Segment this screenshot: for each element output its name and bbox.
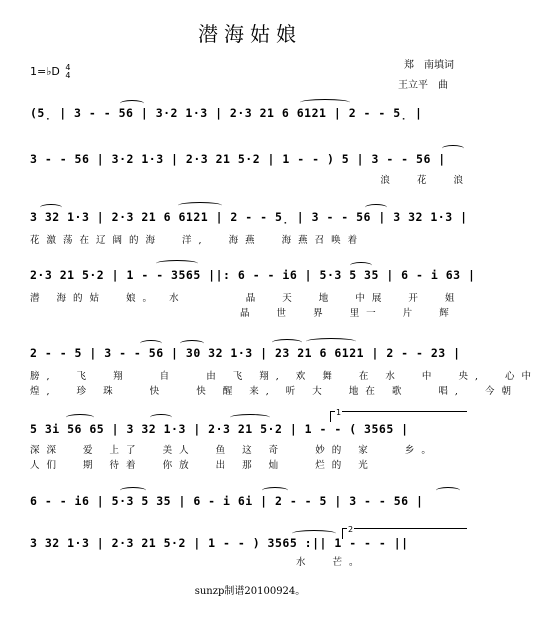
lyric-line-4a: 潜 海的姑 娘。 水 晶 天 地 中展 开 姐 xyxy=(30,293,462,304)
lyricist-credit: 郑 南填词 xyxy=(404,60,454,71)
notation-line-3: 3 32 1·3 | 2·3 21 6 6121 | 2 - - 5̣ | 3 - - 56 | 3 32 1·3 | xyxy=(30,210,468,224)
slur xyxy=(442,145,464,152)
lyric-line-6b: 人们 期 待着 你放 出 那 灿 烂的 光 xyxy=(30,460,375,471)
lyric-line-2: 浪 花 浪 xyxy=(380,175,470,186)
slur xyxy=(230,414,270,421)
key-signature xyxy=(30,64,70,80)
notation-line-6: 5 3i 56 65 | 3 32 1·3 | 2·3 21 5·2 | 1 - - ( 3565 | xyxy=(30,422,409,436)
notation-line-1: (5̣ | 3 - - 56 | 3·2 1·3 | 2·3 21 6 6121 | 2 - - 5̣ | xyxy=(30,106,423,120)
lyric-line-3: 花激荡在辽阔的海 洋, 海燕 海燕召唤着 xyxy=(30,235,365,246)
slur xyxy=(306,338,356,345)
notation-line-8: 3 32 1·3 | 2·3 21 5·2 | 1 - - ) 3565 :|| 1 - - - || xyxy=(30,536,409,550)
time-denominator: 4 xyxy=(65,71,71,80)
time-signature xyxy=(65,64,70,80)
first-ending-number: 1 xyxy=(336,408,342,417)
composer-credit: 王立平 曲 xyxy=(398,80,448,91)
slur xyxy=(262,487,288,494)
slur xyxy=(436,487,460,494)
lyric-line-4b: 晶 世 界 里一 片 辉 xyxy=(240,308,456,319)
notation-line-7: 6 - - i6 | 5·3 5 35 | 6 - i 6i | 2 - - 5 | 3 - - 56 | xyxy=(30,494,424,508)
song-title: 潜海姑娘 xyxy=(198,22,302,46)
slur xyxy=(300,99,350,106)
lyric-line-5b: 煌, 珍 珠 快 快 醒 来, 听 大 地在 歌 唱, 今朝 xyxy=(30,386,518,397)
notation-line-4: 2·3 21 5·2 | 1 - - 3565 ||: 6 - - i6 | 5·3 5 35 | 6 - i 63 | xyxy=(30,268,476,282)
footer-credit: sunzp制谱20100924。 xyxy=(194,586,306,597)
slur xyxy=(156,260,198,267)
slur xyxy=(66,414,94,421)
credits xyxy=(398,56,454,96)
notation-line-5: 2 - - 5 | 3 - - 56 | 30 32 1·3 | 23 21 6 6121 | 2 - - 23 | xyxy=(30,346,461,360)
key-label: 1=♭D xyxy=(30,65,60,78)
second-ending-number: 2 xyxy=(348,525,354,534)
slur xyxy=(150,414,172,421)
first-ending-bracket xyxy=(330,408,467,422)
notation-line-2: 3 - - 56 | 3·2 1·3 | 2·3 21 5·2 | 1 - - ) 5 | 3 - - 56 | xyxy=(30,152,446,166)
time-numerator: 4 xyxy=(65,63,71,72)
lyric-line-8: 水 芒。 xyxy=(296,557,366,568)
lyric-line-6a: 深深 爱 上了 美人 鱼 这 奇 妙的 家 乡。 xyxy=(30,445,438,456)
slur xyxy=(178,202,222,209)
lyric-line-5a: 膀, 飞 翔 自 由 飞 翔, 欢 舞 在 水 中 央, 心中 xyxy=(30,371,538,382)
slur xyxy=(120,487,146,494)
slur xyxy=(272,339,302,346)
